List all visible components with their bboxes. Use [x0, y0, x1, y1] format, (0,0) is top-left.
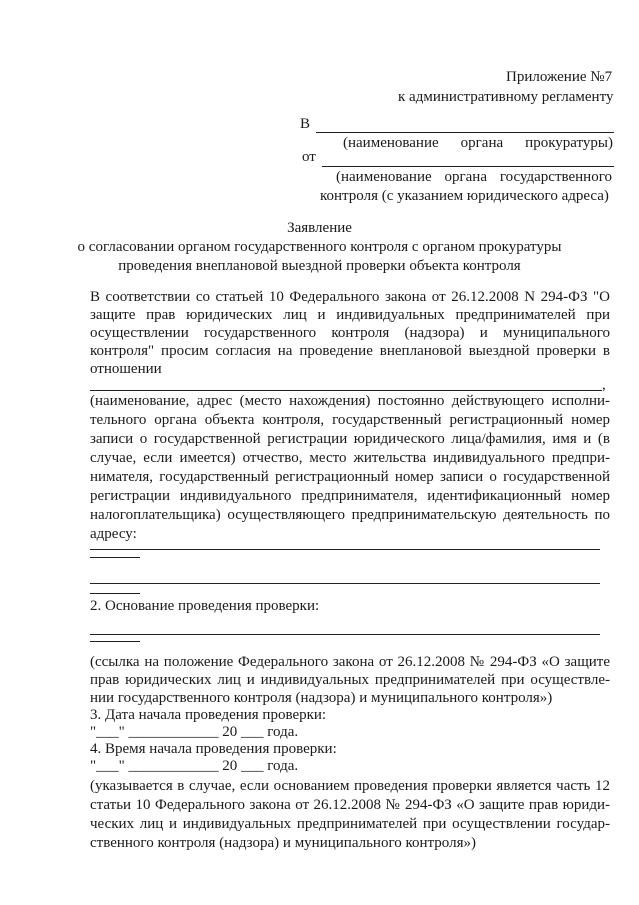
section-3-heading: 3. Дата начала проведения проверки:	[90, 707, 327, 723]
from-prefix: от	[302, 149, 316, 165]
intro-line: В соответствии со статьей 10 Федерального закона от 26.12.2008 N 294-ФЗ "О	[90, 289, 610, 305]
intro-line: защите прав юридических лиц и индивидуальных предпринимателей при	[90, 307, 610, 323]
basis-blank-line[interactable]	[90, 634, 600, 635]
time-note-line: статьи 10 Федерального закона от 26.12.2008 № 294-ФЗ «О защите прав юриди-	[90, 797, 610, 813]
basis-reference-line: нии государственного контроля (надзора) и муниципального контроля»)	[90, 690, 553, 706]
address-blank-line[interactable]	[90, 549, 600, 550]
from-caption-part: органа	[444, 169, 487, 185]
from-caption-line-1	[336, 168, 612, 186]
object-caption-line: тельного органа объекта контроля, государственный регистрационный номер	[90, 412, 610, 428]
to-caption-part: (наименование	[343, 135, 439, 151]
to-caption	[343, 134, 613, 152]
address-blank-line-short[interactable]	[90, 557, 140, 558]
from-blank-line[interactable]	[322, 166, 614, 167]
from-caption-line-2: контроля (с указанием юридического адреса)	[320, 188, 609, 204]
object-blank-line[interactable]	[90, 390, 602, 391]
object-comma: ,	[602, 377, 606, 393]
address-blank-line[interactable]	[90, 583, 600, 584]
object-caption-line: записи о государственной регистрации юридического лица/фамилия, имя и (в	[90, 431, 610, 447]
object-caption-line: нимателя, государственный регистрационный номер записи о государственной	[90, 469, 610, 485]
object-caption-last: адресу:	[90, 526, 137, 542]
address-blank-line-short[interactable]	[90, 593, 140, 594]
time-note-last: ственного контроля (надзора) и муниципального контроля»)	[90, 835, 476, 851]
basis-reference-line: (ссылка на положение Федерального закона от 26.12.2008 № 294-ФЗ «О защите	[90, 654, 610, 670]
time-note-line: ческих лиц и индивидуальных предпринимателей при осуществлении государ-	[90, 816, 610, 832]
object-caption-line: (наименование, адрес (место нахождения) постоянно действующего исполни-	[90, 393, 610, 409]
intro-line-last: отношении	[90, 361, 162, 377]
object-caption-line: налогоплательщика) осуществляющего предпринимательскую деятельность по	[90, 507, 610, 523]
section-2-heading: 2. Основание проведения проверки:	[90, 598, 320, 614]
object-caption-line: регистрации индивидуального предпринимателя, идентификационный номер	[90, 488, 610, 504]
start-time-field[interactable]: "___" ____________ 20 ___ года.	[90, 758, 299, 774]
time-note-line: (указывается в случае, если основанием проведения проверки является часть 12	[90, 778, 610, 794]
basis-blank-line-short[interactable]	[90, 641, 140, 642]
title-line-2: проведения внеплановой выездной проверки объекта контроля	[118, 258, 521, 274]
appendix-number: Приложение №7	[506, 69, 613, 85]
object-caption-line: случае, если имеется) отчество, место жительства индивидуального предпри-	[90, 450, 610, 466]
to-blank-line[interactable]	[316, 132, 614, 133]
start-date-field[interactable]: "___" ____________ 20 ___ года.	[90, 724, 299, 740]
basis-reference-line: прав юридических лиц и индивидуальных предпринимателей при осуществле-	[90, 672, 610, 688]
from-caption-part: государственного	[499, 169, 612, 185]
intro-line: контроля" просим согласия на проведение внеплановой выездной проверки в	[90, 343, 610, 359]
from-caption-part: (наименование	[336, 169, 432, 185]
intro-line: осуществлении государственного контроля (надзора) и муниципального	[90, 325, 610, 341]
section-4-heading: 4. Время начала проведения проверки:	[90, 741, 337, 757]
document-title: Заявление	[287, 220, 352, 236]
to-caption-part: органа	[460, 135, 504, 151]
to-prefix: В	[300, 116, 311, 132]
title-line-1: о согласовании органом государственного контроля с органом прокуратуры	[77, 239, 562, 255]
appendix-regulation: к административному регламенту	[398, 89, 614, 105]
to-caption-part: прокуратуры)	[525, 135, 613, 151]
